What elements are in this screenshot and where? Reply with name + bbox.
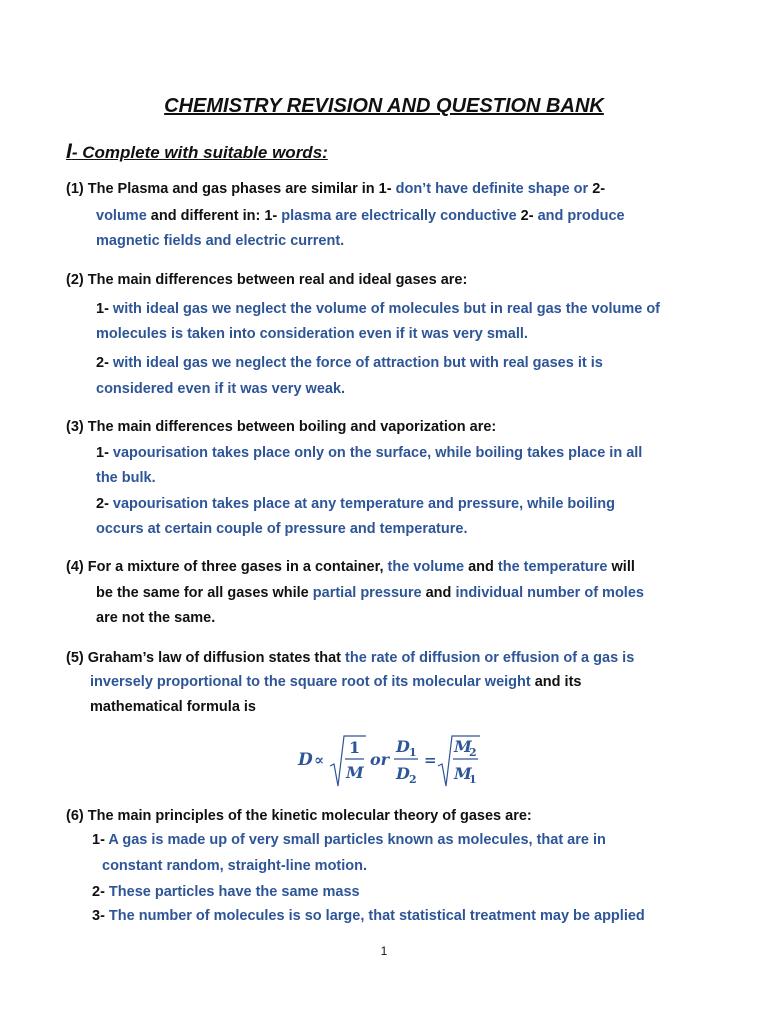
q4-line-3: are not the same. (96, 610, 216, 626)
q2-answer-1a: 1- with ideal gas we neglect the volume of molecules but in real gas the volume of (96, 301, 661, 317)
q3-answer-1b: the bulk. (96, 470, 156, 486)
q3-answer-1a: 1- vapourisation takes place only on the surface, while boiling takes place in all (96, 445, 643, 461)
q4-line-1: (4) For a mixture of three gases in a container, the volume and the temperature will (66, 559, 635, 575)
formula-d1: D (396, 737, 410, 756)
q4-line-2: be the same for all gases while partial pressure and individual number of moles (96, 585, 644, 601)
formula-d1-sub: 1 (409, 746, 417, 759)
formula-d2: D (396, 764, 410, 783)
q1-line-2: volume and different in: 1- plasma are electrically conductive 2- and produce (96, 208, 625, 224)
formula-m2: M (454, 737, 472, 756)
q3-heading: (3) The main differences between boiling and vaporization are: (66, 419, 497, 435)
q6-answer-1a: 1- A gas is made up of very small particles known as molecules, that are in (92, 832, 606, 848)
q2-answer-2a: 2- with ideal gas we neglect the force of attraction but with real gases it is (96, 355, 603, 371)
page-number: 1 (380, 944, 388, 958)
q6-answer-2: 2- These particles have the same mass (92, 884, 360, 900)
formula-m1-sub: 1 (469, 773, 477, 786)
graham-formula (0, 732, 768, 792)
section-heading (66, 140, 328, 164)
formula-proportional: ∝ (314, 751, 325, 769)
q6-answer-3: 3- The number of molecules is so large, that statistical treatment may be applied (92, 908, 645, 924)
section-label: - Complete with suitable words: (71, 143, 328, 162)
q5-line-1: (5) Graham’s law of diffusion states that the rate of diffusion or effusion of a gas is (66, 650, 635, 666)
formula-d: D (298, 750, 313, 770)
q3-answer-2a: 2- vapourisation takes place at any temperature and pressure, while boiling (96, 496, 615, 512)
q1-line-3: magnetic fields and electric current. (96, 233, 345, 249)
formula-m1: M (454, 764, 472, 783)
formula-m: M (346, 763, 364, 782)
formula-or: or (370, 750, 390, 769)
q2-answer-1b: molecules is taken into consideration even if it was very small. (96, 326, 528, 342)
formula-graphic (0, 732, 768, 792)
q6-heading: (6) The main principles of the kinetic molecular theory of gases are: (66, 808, 532, 824)
q5-line-2: inversely proportional to the square root of its molecular weight and its (90, 674, 582, 690)
q5-line-3: mathematical formula is (90, 699, 256, 715)
q2-heading: (2) The main differences between real and ideal gases are: (66, 272, 468, 288)
section-roman: I (66, 140, 72, 163)
formula-d2-sub: 2 (409, 773, 417, 786)
q1-line-1: (1) The Plasma and gas phases are similar in 1- don’t have definite shape or 2- (66, 181, 606, 197)
q6-answer-1b: constant random, straight-line motion. (102, 858, 368, 874)
formula-m2-sub: 2 (469, 746, 477, 759)
page-title: CHEMISTRY REVISION AND QUESTION BANK (164, 95, 604, 117)
formula-equals: = (424, 751, 437, 769)
q3-answer-2b: occurs at certain couple of pressure and temperature. (96, 521, 468, 537)
formula-one: 1 (349, 738, 361, 757)
q2-answer-2b: considered even if it was very weak. (96, 381, 346, 397)
